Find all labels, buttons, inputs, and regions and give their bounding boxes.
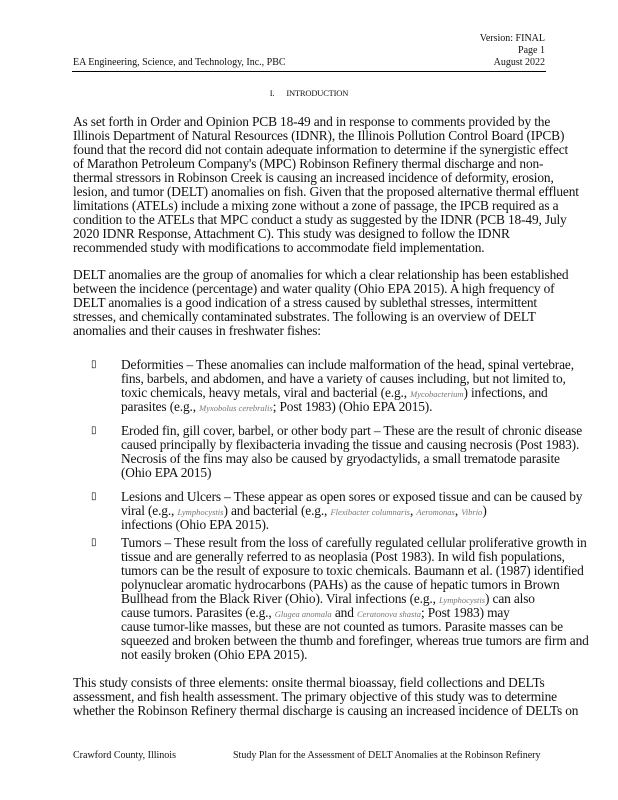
text-run: Deformities – These anomalies can include malformation of the head, spinal vertebrae, [121, 357, 574, 372]
text-run: DELT anomalies is a good indication of a stress caused by sublethal stresses, intermittent [73, 295, 538, 310]
header-version: Version: FINAL [479, 33, 545, 44]
text-run: recommended study with modifications to accommodate field implementation. [73, 240, 485, 255]
text-line [121, 386, 574, 400]
text-line [73, 115, 579, 129]
header-rule [72, 71, 546, 72]
text-run: anomalies and their causes in freshwater fishes: [73, 323, 321, 338]
text-run: tissue and are generally referred to as neoplasia (Post 1983). In wild fish populations, [121, 549, 565, 564]
text-run: Eroded fin, gill cover, barbel, or other body part – These are the result of chronic disease [121, 423, 582, 438]
header-date: August 2022 [493, 57, 545, 68]
text-line [121, 592, 589, 606]
text-run: ; Post 1983) (Ohio EPA 2015). [272, 399, 433, 414]
text-line [121, 578, 589, 592]
text-line [121, 490, 582, 504]
header-meta [480, 33, 545, 69]
text-line [121, 550, 589, 564]
text-run: infections (Ohio EPA 2015). [121, 517, 269, 532]
text-line [73, 310, 568, 324]
text-run: and [331, 605, 357, 620]
bullet-glyph-icon: ▯ [91, 425, 97, 436]
bullet-item [91, 489, 583, 532]
text-run: tumors can be the result of exposure to toxic chemicals. Baumann et al. (1987) identified [121, 563, 584, 578]
text-line [121, 606, 589, 620]
text-line [121, 620, 589, 634]
bullet-glyph-icon: ▯ [91, 537, 97, 548]
text-run: not easily broken (Ohio EPA 2015). [121, 647, 308, 662]
text-line [73, 143, 579, 157]
text-line [73, 690, 578, 704]
text-line [121, 504, 582, 518]
paragraph [73, 268, 568, 338]
text-run: parasites (e.g., [121, 399, 200, 414]
text-run: viral (e.g., [121, 503, 178, 518]
text-line [73, 213, 579, 227]
text-line [73, 676, 578, 690]
text-line [73, 171, 579, 185]
text-run: whether the Robinson Refinery thermal discharge is causing an increased incidence of DELTs on [73, 703, 579, 718]
text-run: limitations (ATELs) include a mixing zone without a zone of passage, the IPCB required as a [73, 198, 559, 213]
text-run: ) [482, 503, 487, 518]
text-run: ) can also [485, 591, 535, 606]
text-line [121, 648, 589, 662]
species-name: Lymphocystis [439, 595, 486, 605]
text-line [121, 536, 589, 550]
text-line [73, 282, 568, 296]
text-line [73, 129, 579, 143]
text-run: As set forth in Order and Opinion PCB 18-49 and in response to comments provided by the [73, 114, 551, 129]
bullet-item [91, 357, 574, 414]
text-line [73, 199, 579, 213]
text-line [73, 241, 579, 255]
text-line [121, 400, 574, 414]
bullet-item [91, 535, 589, 662]
section-number: I. [269, 88, 275, 98]
text-line [121, 358, 574, 372]
text-run: of Marathon Petroleum Company's (MPC) Robinson Refinery thermal discharge and non- [73, 156, 544, 171]
text-run: Necrosis of the fins may also be caused by gryodactylids, a small trematode parasite [121, 451, 560, 466]
text-line [121, 466, 582, 480]
bullet-item [91, 423, 582, 480]
text-line [73, 185, 579, 199]
text-line [121, 564, 589, 578]
text-line [73, 324, 568, 338]
text-line [121, 438, 582, 452]
text-run: Tumors – These result from the loss of carefully regulated cellular proliferative growth in [121, 535, 587, 550]
species-name: Aeromonas [416, 507, 455, 517]
text-run: This study consists of three elements: onsite thermal bioassay, field collections and DELTs [73, 675, 545, 690]
header-page: Page 1 [518, 45, 545, 56]
text-line [73, 704, 578, 718]
text-run: Lesions and Ulcers – These appear as open sores or exposed tissue and can be caused by [121, 489, 583, 504]
bullet-glyph-icon: ▯ [91, 491, 97, 502]
paragraph [73, 115, 579, 255]
text-line [73, 268, 568, 282]
species-name: Myxobolus cerebralis [199, 403, 273, 413]
text-line [73, 157, 579, 171]
text-run: lesion, and tumor (DELT) anomalies on fish. Given that the proposed alternative thermal effluent [73, 184, 579, 199]
species-name: Lymphocystis [177, 507, 224, 517]
text-run: toxic chemicals, heavy metals, viral and bacterial (e.g., [121, 385, 411, 400]
text-run: thermal stressors in Robinson Creek is causing an increased incidence of deformity, erosion, [73, 170, 554, 185]
text-run: DELT anomalies are the group of anomalies for which a clear relationship has been established [73, 267, 569, 282]
text-run: squeezed and broken between the thumb and forefinger, whereas true tumors are firm and [121, 633, 589, 648]
text-run: stresses, and chemically contaminated substrates. The following is an overview of DELT [73, 309, 536, 324]
text-run: polynuclear aromatic hydrocarbons (PAHs) as the cause of hepatic tumors in Brown [121, 577, 560, 592]
paragraph [73, 676, 578, 718]
species-name: Glugea anomala [274, 609, 332, 619]
text-run: Bullhead from the Black River (Ohio). Viral infections (e.g., [121, 591, 440, 606]
section-heading [0, 88, 618, 98]
text-run: ) infections, and [463, 385, 548, 400]
text-line [121, 634, 589, 648]
text-run: found that the record did not contain adequate information to determine if the synergistic effect [73, 142, 569, 157]
text-line [121, 372, 574, 386]
text-line [73, 296, 568, 310]
species-name: Flexibacter columnaris [330, 507, 410, 517]
text-run: between the incidence (percentage) and water quality (Ohio EPA 2015). A high frequency of [73, 281, 555, 296]
species-name: Mycobacterium [410, 389, 464, 399]
footer-location: Crawford County, Illinois [73, 750, 176, 761]
bullet-glyph-icon: ▯ [91, 359, 97, 370]
footer-title: Study Plan for the Assessment of DELT Anomalies at the Robinson Refinery [233, 750, 541, 761]
text-run: caused principally by flexibacteria invading the tissue and causing necrosis (Post 1983). [121, 437, 580, 452]
text-run: , [454, 503, 462, 518]
text-run: , [410, 503, 417, 518]
text-run: condition to the ATELs that MPC conduct a study as suggested by the IDNR (PCB 18-49, July [73, 212, 567, 227]
text-line [121, 452, 582, 466]
text-line [73, 227, 579, 241]
text-run: cause tumor-like masses, but these are not counted as tumors. Parasite masses can be [121, 619, 563, 634]
text-run: assessment, and fish health assessment. The primary objective of this study was to determine [73, 689, 557, 704]
species-name: Ceratonova shasta [356, 609, 421, 619]
section-title: INTRODUCTION [286, 88, 349, 98]
species-name: Vibrio [461, 507, 483, 517]
text-line [121, 424, 582, 438]
header-company: EA Engineering, Science, and Technology, Inc., PBC [73, 57, 286, 68]
text-run: fins, barbels, and abdomen, and have a variety of causes including, but not limited to, [121, 371, 566, 386]
text-line [121, 518, 582, 532]
text-run: 2020 IDNR Response, Attachment C). This study was designed to follow the IDNR [73, 226, 510, 241]
text-run: ) and bacterial (e.g., [223, 503, 331, 518]
text-run: (Ohio EPA 2015) [121, 465, 212, 480]
text-run: cause tumors. Parasites (e.g., [121, 605, 275, 620]
text-run: Illinois Department of Natural Resources (IDNR), the Illinois Pollution Control Board (IPCB) [73, 128, 565, 143]
text-run: ; Post 1983) may [420, 605, 510, 620]
